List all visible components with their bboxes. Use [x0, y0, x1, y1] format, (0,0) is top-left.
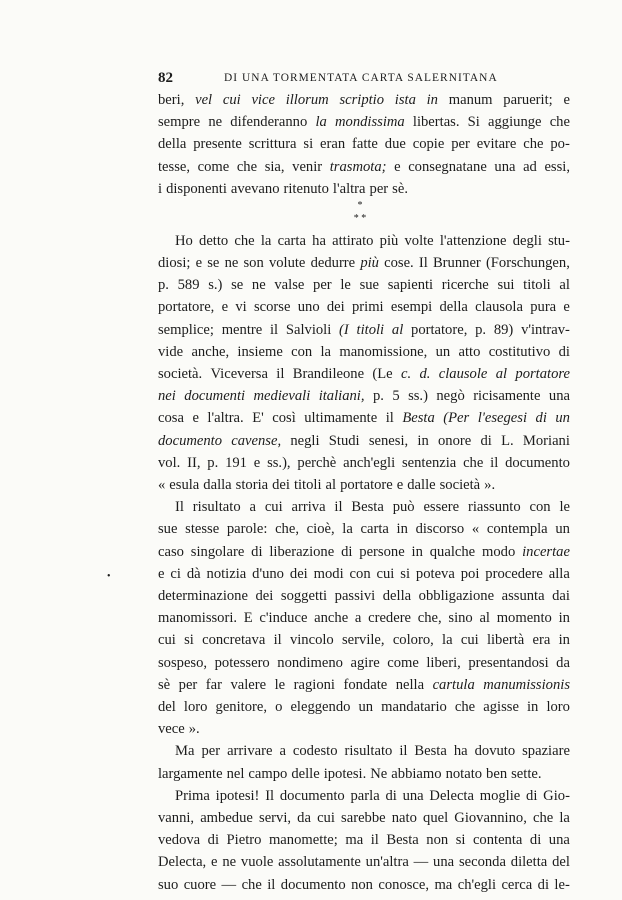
text-line: cui si concretava il vincolo servile, coloro, la cui libertà era in — [158, 632, 570, 648]
text-line: p. 589 s.) se ne valse per le sue sapienti ricerche sui titoli al — [158, 277, 570, 293]
text-line: portatore, e vi scorse uno dei primi esempi della clausola pura e — [158, 299, 570, 315]
text-line: Il risultato a cui arriva il Besta può essere riassunto con le — [175, 499, 570, 515]
text-line: nei documenti medievali italiani, p. 5 ss.) negò ricisamente una — [158, 388, 570, 404]
text-line: della presente scrittura si eran fatte due copie per evitare che po- — [158, 136, 570, 152]
text-line: Ho detto che la carta ha attirato più volte l'attenzione degli stu- — [175, 233, 570, 249]
text-line: vol. II, p. 191 e ss.), perchè anch'egli sentenzia che il documento — [158, 455, 570, 471]
text-line: Prima ipotesi! Il documento parla di una Delecta moglie di Gio- — [175, 788, 570, 804]
text-line: semplice; mentre il Salvioli (I titoli al portatore, p. 89) v'intrav- — [158, 322, 570, 338]
text-line: suo cuore — che il documento non conosce, ma ch'egli cerca di le- — [158, 877, 570, 893]
text-line: società. Viceversa il Brandileone (Le c. d. clausole al portatore — [158, 366, 570, 382]
text-line: del loro genitore, o eleggendo un mandatario che agisse in loro — [158, 699, 570, 715]
text-line: diosi; e se ne son volute dedurre più cose. Il Brunner (Forschungen, — [158, 255, 570, 271]
text-line: vide anche, insieme con la manomissione, un atto costitutivo di — [158, 344, 570, 360]
text-line: sospeso, potessero nondimeno agire come liberi, presentandosi da — [158, 655, 570, 671]
text-line: caso singolare di liberazione di persone in qualche modo incertae — [158, 544, 570, 560]
text-line: vanni, ambedue servi, da cui sarebbe nato quel Giovannino, che la — [158, 810, 570, 826]
text-line: Ma per arrivare a codesto risultato il Besta ha dovuto spaziare — [175, 743, 570, 759]
text-line: « esula dalla storia dei titoli al portatore e dalle società ». — [158, 477, 496, 493]
page-number: 82 — [158, 70, 173, 86]
running-title: DI UNA TORMENTATA CARTA SALERNITANA — [224, 72, 498, 84]
text-line: Delecta, e ne vuole assolutamente un'altra — una seconda diletta del — [158, 854, 570, 870]
text-line: beri, vel cui vice illorum scriptio ista in manum paruerit; e — [158, 92, 570, 108]
text-line: determinazione dei soggetti passivi della obbligazione assunta dai — [158, 588, 570, 604]
text-line: manomissori. E c'induce anche a credere che, sino al momento in — [158, 610, 570, 626]
text-line: vece ». — [158, 721, 200, 737]
text-line: largamente nel campo delle ipotesi. Ne abbiamo notato ben sette. — [158, 766, 542, 782]
separator-star-bottom: * * — [353, 213, 367, 224]
text-line: sue stesse parole: che, cioè, la carta in discorso « contempla un — [158, 521, 570, 537]
text-line: sempre ne difenderanno la mondissima libertas. Si aggiunge che — [158, 114, 570, 130]
text-line: documento cavense, negli Studi senesi, in onore di L. Moriani — [158, 433, 570, 449]
text-line: tesse, come che sia, venir trasmota; e consegnatane una ad essi, — [158, 159, 570, 175]
text-line: i disponenti avevano ritenuto l'altra per sè. — [158, 181, 408, 197]
text-line: vedova di Pietro manomette; ma il Besta non si contenta di una — [158, 832, 570, 848]
section-separator — [330, 199, 390, 225]
separator-star-top: * — [357, 200, 363, 211]
text-line: sè per far valere le ragioni fondate nella cartula manumissionis — [158, 677, 570, 693]
text-line: cosa e l'altra. E' così ultimamente il Besta (Per l'esegesi di un — [158, 410, 570, 426]
text-line: e ci dà notizia d'uno dei modi con cui si poteva poi procedere alla — [158, 566, 570, 582]
margin-mark: • — [107, 571, 111, 582]
